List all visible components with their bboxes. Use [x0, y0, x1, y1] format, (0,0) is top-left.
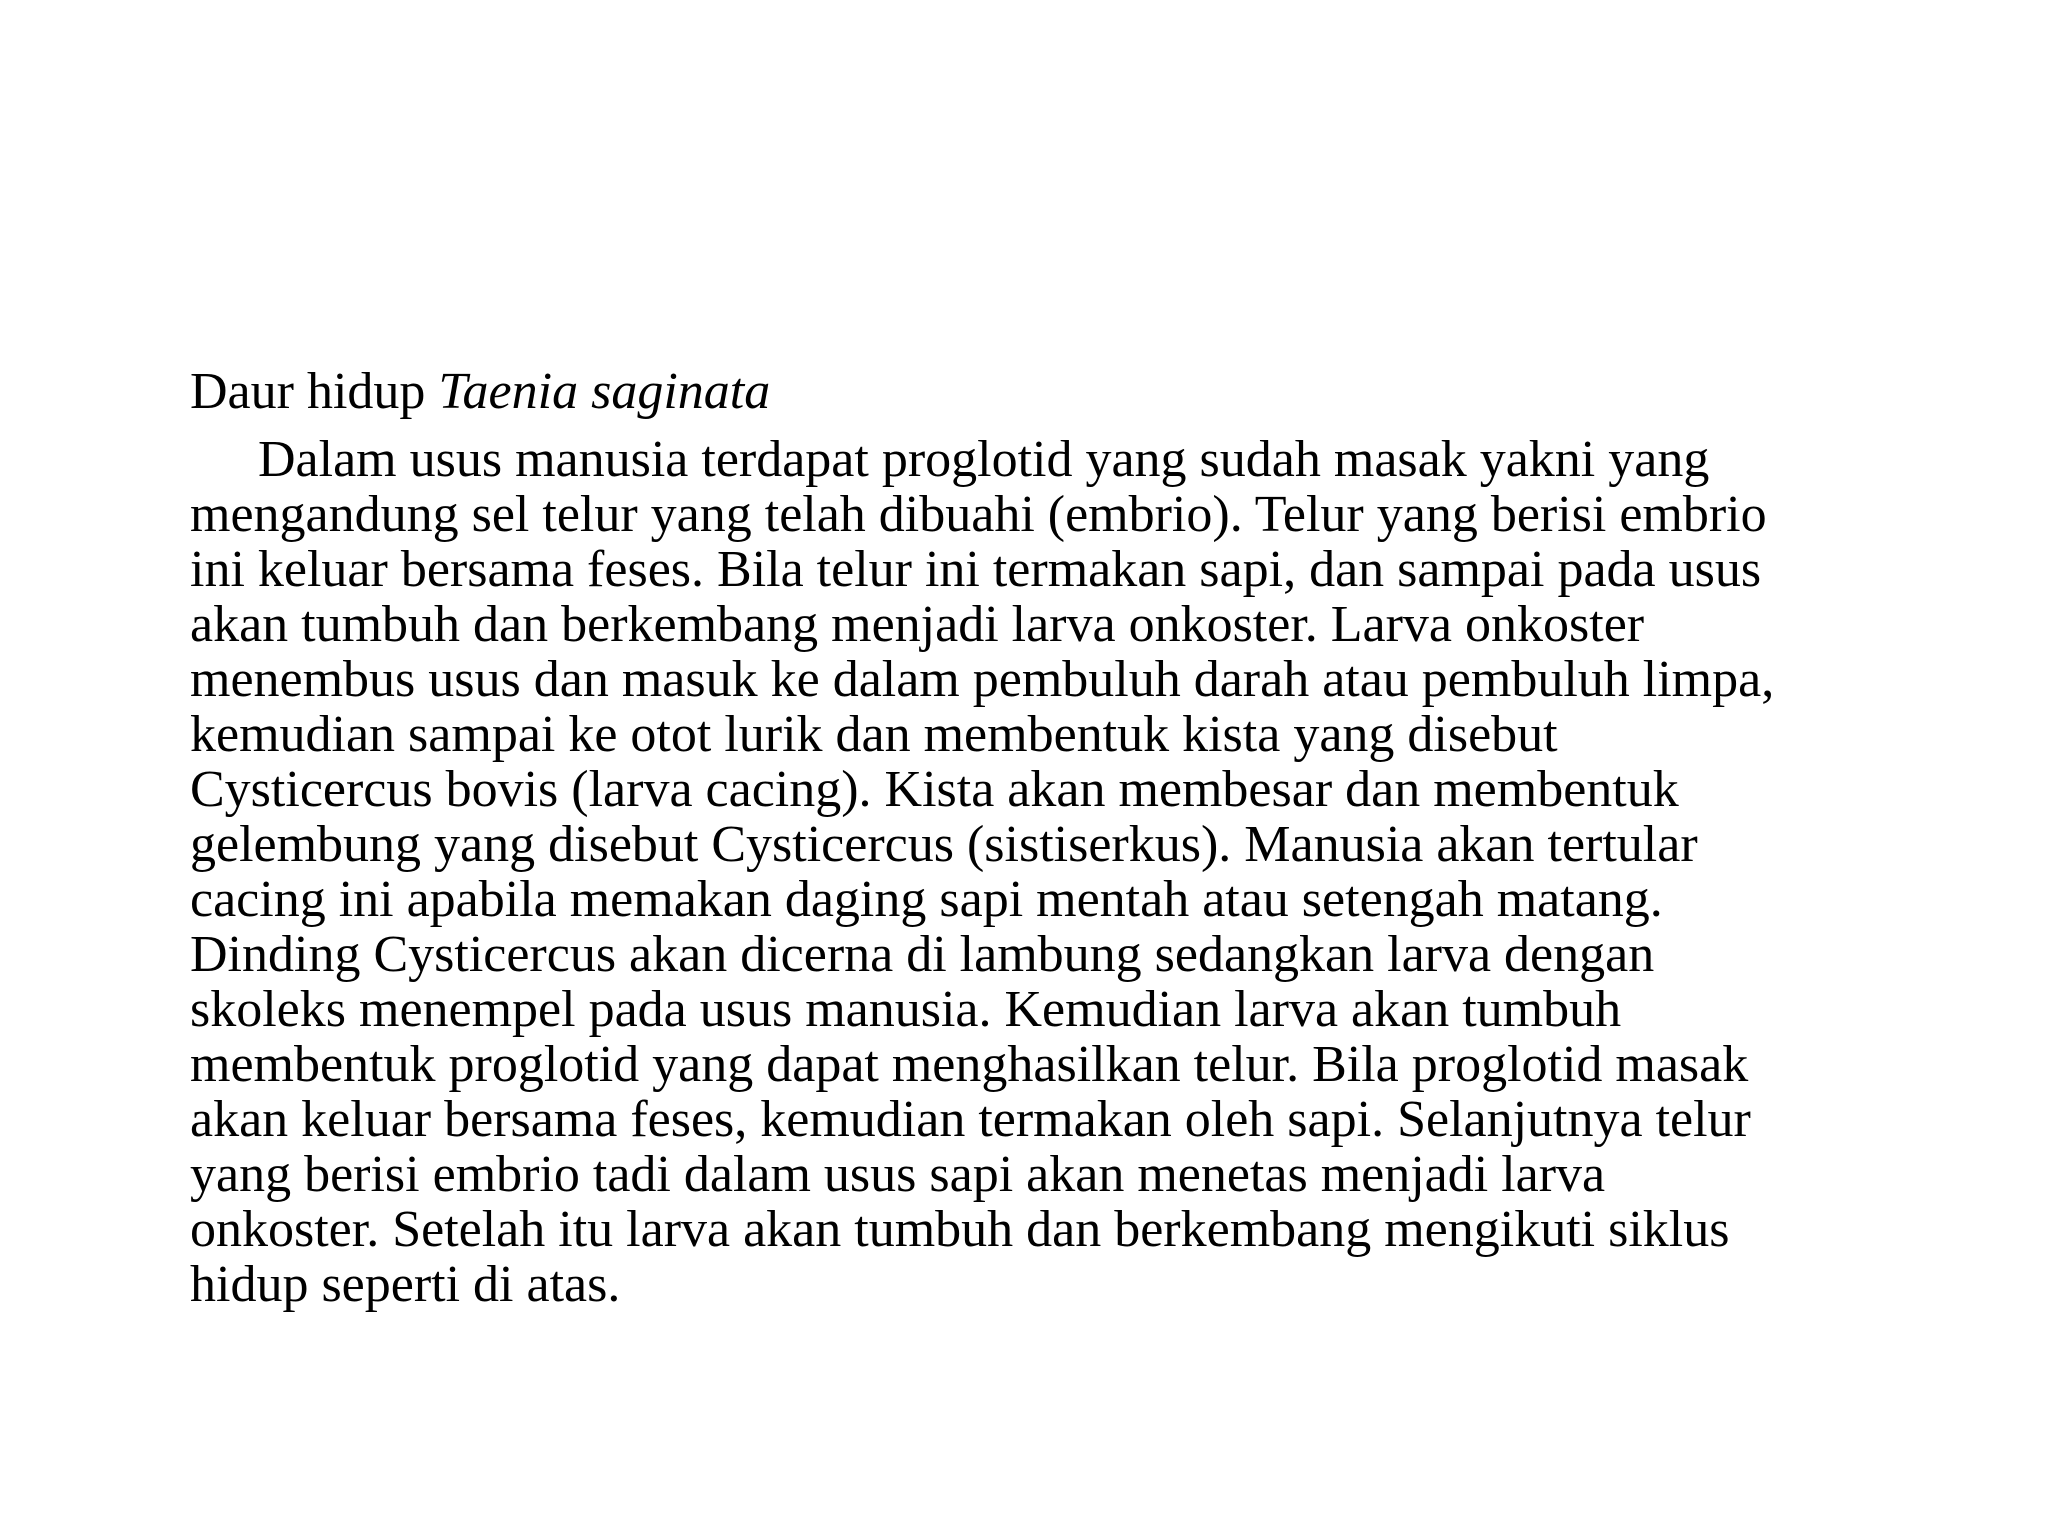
title-prefix: Daur hidup — [190, 363, 439, 420]
paragraph-line: akan keluar bersama feses, kemudian termakan oleh sapi. Selanjutnya telur — [190, 1091, 1751, 1148]
paragraph-line: yang berisi embrio tadi dalam usus sapi akan menetas menjadi larva — [190, 1146, 1606, 1203]
paragraph-line: skoleks menempel pada usus manusia. Kemudian larva akan tumbuh — [190, 981, 1622, 1038]
paragraph-line: cacing ini apabila memakan daging sapi mentah atau setengah matang. — [190, 871, 1663, 928]
paragraph-line: Cysticercus bovis (larva cacing). Kista akan membesar dan membentuk — [190, 761, 1679, 818]
body-paragraph — [190, 432, 1990, 1312]
paragraph-line: gelembung yang disebut Cysticercus (sistiserkus). Manusia akan tertular — [190, 816, 1698, 873]
slide-title — [190, 362, 770, 422]
paragraph-line: mengandung sel telur yang telah dibuahi (embrio). Telur yang berisi embrio — [190, 486, 1767, 543]
paragraph-line: Dinding Cysticercus akan dicerna di lambung sedangkan larva dengan — [190, 926, 1655, 983]
title-species-name: Taenia saginata — [438, 363, 771, 420]
paragraph-line: onkoster. Setelah itu larva akan tumbuh dan berkembang mengikuti siklus — [190, 1201, 1730, 1258]
paragraph-line: kemudian sampai ke otot lurik dan membentuk kista yang disebut — [190, 706, 1558, 763]
paragraph-line: menembus usus dan masuk ke dalam pembuluh darah atau pembuluh limpa, — [190, 651, 1775, 708]
paragraph-line: akan tumbuh dan berkembang menjadi larva onkoster. Larva onkoster — [190, 596, 1645, 653]
paragraph-line: ini keluar bersama feses. Bila telur ini termakan sapi, dan sampai pada usus — [190, 541, 1762, 598]
paragraph-line: hidup seperti di atas. — [190, 1256, 621, 1313]
paragraph-line: membentuk proglotid yang dapat menghasilkan telur. Bila proglotid masak — [190, 1036, 1749, 1093]
paragraph-line: Dalam usus manusia terdapat proglotid yang sudah masak yakni yang — [258, 431, 1710, 488]
